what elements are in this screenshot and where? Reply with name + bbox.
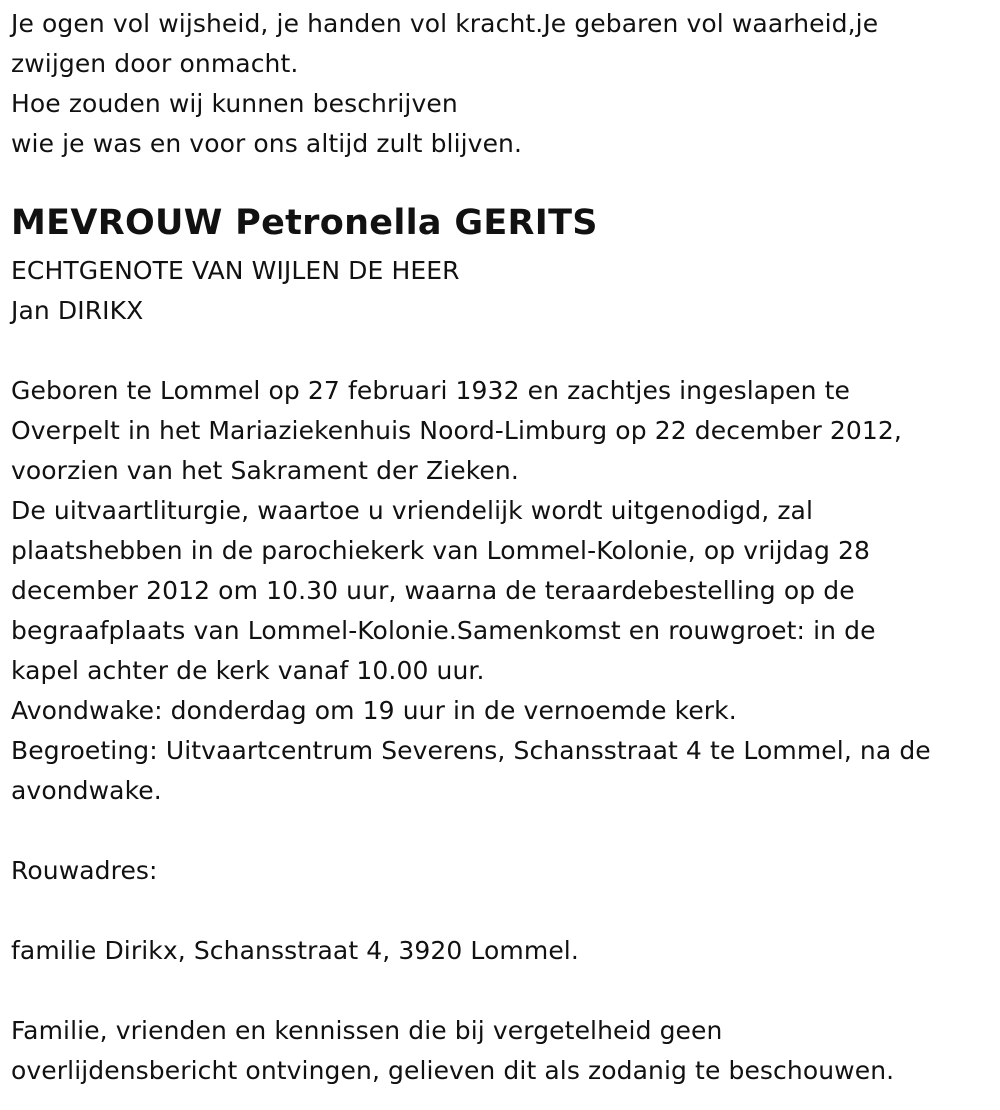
spacer — [11, 811, 991, 851]
closing-note — [11, 1011, 991, 1091]
details-line: De uitvaartliturgie, waartoe u vriendelijk wordt uitgenodigd, zal — [11, 496, 814, 525]
poem-line: wie je was en voor ons altijd zult blijven. — [11, 129, 523, 158]
deceased-name-heading: MEVROUW Petronella GERITS — [11, 203, 598, 243]
spouse-name: Jan DIRIKX — [11, 296, 144, 325]
details-line: plaatshebben in de parochiekerk van Lommel-Kolonie, op vrijdag 28 — [11, 536, 871, 565]
poem-line: zwijgen door onmacht. — [11, 49, 299, 78]
spouse-info — [11, 251, 991, 331]
funeral-details — [11, 371, 991, 811]
details-line: kapel achter de kerk vanaf 10.00 uur. — [11, 656, 485, 685]
details-line: december 2012 om 10.30 uur, waarna de teraardebestelling op de — [11, 576, 855, 605]
poem-line: Hoe zouden wij kunnen beschrijven — [11, 89, 458, 118]
details-line: voorzien van het Sakrament der Zieken. — [11, 456, 519, 485]
details-line: Begroeting: Uitvaartcentrum Severens, Schansstraat 4 te Lommel, na de — [11, 736, 931, 765]
memorial-poem — [11, 4, 991, 164]
spacer — [11, 331, 991, 371]
details-line: Avondwake: donderdag om 19 uur in de vernoemde kerk. — [11, 696, 737, 725]
obituary-notice — [11, 0, 991, 1091]
spacer — [11, 971, 991, 1011]
spouse-line: ECHTGENOTE VAN WIJLEN DE HEER — [11, 256, 460, 285]
closing-line: overlijdensbericht ontvingen, gelieven dit als zodanig te beschouwen. — [11, 1056, 895, 1085]
poem-line: Je ogen vol wijsheid, je handen vol kracht.Je gebaren vol waarheid,je — [11, 9, 879, 38]
address-value: familie Dirikx, Schansstraat 4, 3920 Lommel. — [11, 936, 579, 965]
details-line: avondwake. — [11, 776, 162, 805]
spacer — [11, 891, 991, 931]
address-label: Rouwadres: — [11, 856, 158, 885]
closing-line: Familie, vrienden en kennissen die bij vergetelheid geen — [11, 1016, 723, 1045]
details-line: Overpelt in het Mariaziekenhuis Noord-Limburg op 22 december 2012, — [11, 416, 902, 445]
details-line: begraafplaats van Lommel-Kolonie.Samenkomst en rouwgroet: in de — [11, 616, 876, 645]
details-line: Geboren te Lommel op 27 februari 1932 en zachtjes ingeslapen te — [11, 376, 850, 405]
